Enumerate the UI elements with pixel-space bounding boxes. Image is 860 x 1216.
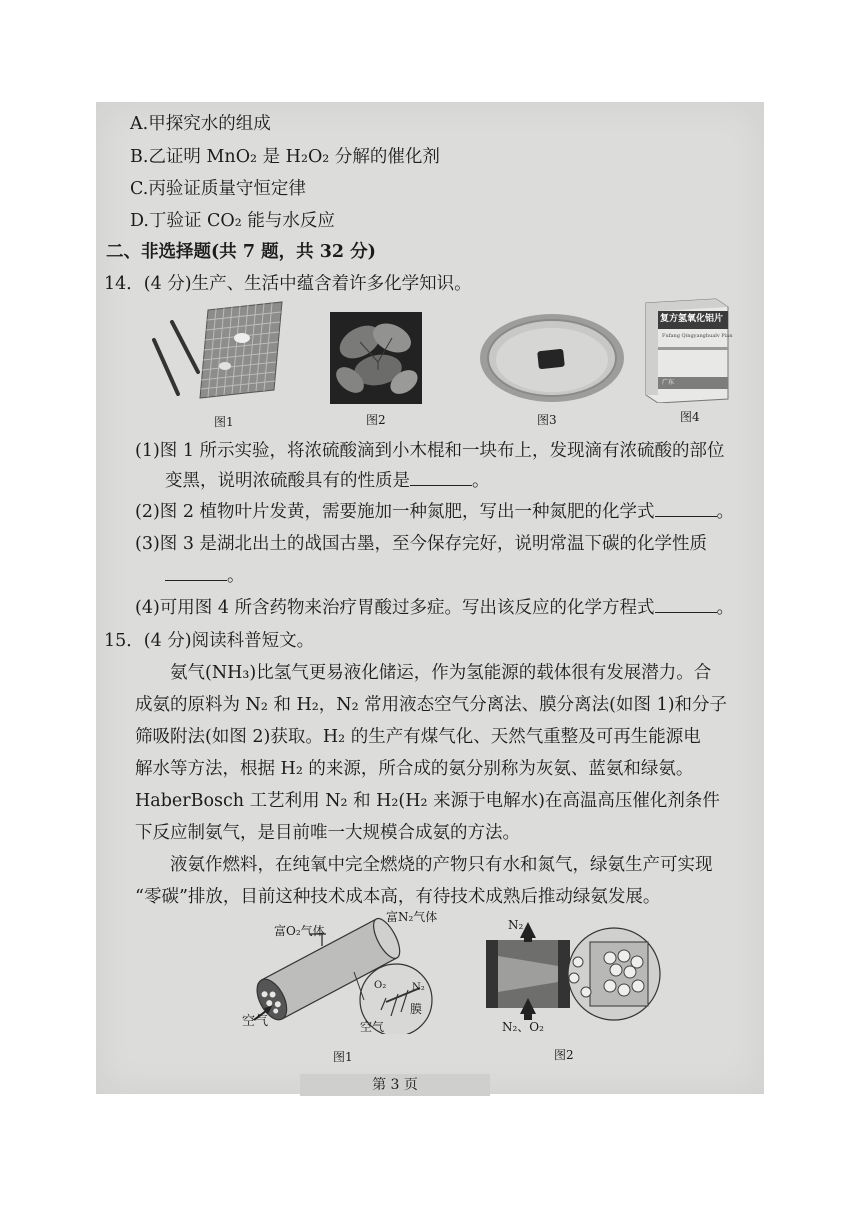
fig2-label-bottom: N₂、O₂ [502, 1020, 544, 1034]
q14-part-3: (3)图 3 是湖北出土的战国古墨，至今保存完好，说明常温下碳的化学性质 [135, 534, 708, 554]
q15-para1-line6: 下反应制氨气，是目前唯一大规模合成氨的方法。 [135, 823, 520, 843]
answer-blank[interactable] [655, 500, 717, 517]
q14-part-3-cont: 。 [165, 564, 245, 588]
q15-stem: 15．(4 分)阅读科普短文。 [104, 631, 315, 651]
q14-part-1-cont: 变黑，说明浓硫酸具有的性质是 。 [165, 471, 490, 491]
q15-figure-1-caption: 图1 [333, 1050, 353, 1064]
q14-part-4: (4)可用图 4 所含药物来治疗胃酸过多症。写出该反应的化学方程式 。 [135, 598, 735, 618]
q15-figure-2-caption: 图2 [554, 1048, 574, 1062]
q14-figure-1-caption: 图1 [214, 415, 234, 429]
option-b: B.乙证明 MnO₂ 是 H₂O₂ 分解的催化剂 [130, 147, 440, 167]
q14-figure-4-medicine-box [640, 297, 732, 403]
fig2-label-n2-top: N₂ [508, 918, 524, 932]
q15-para1-line1: 氨气(NH₃)比氢气更易液化储运，作为氢能源的载体很有发展潜力。合 [170, 663, 712, 683]
medicine-box-pinyin: Fufang Qingyanghualv Pian [662, 333, 733, 339]
q14-part-2: (2)图 2 植物叶片发黄，需要施加一种氮肥，写出一种氮肥的化学式 。 [135, 502, 735, 522]
q15-figure-2-molecular-sieve [482, 912, 664, 1036]
medicine-box-brand: 广东 [662, 379, 675, 386]
fig1-label-n2-rich: 富N₂气体 [386, 910, 438, 924]
q14-figure-3-ancient-ink [478, 310, 626, 406]
option-d: D.丁验证 CO₂ 能与水反应 [130, 211, 335, 231]
q15-figure-1-membrane-separation [236, 906, 446, 1034]
q15-para1-line2: 成氨的原料为 N₂ 和 H₂，N₂ 常用液态空气分离法、膜分离法(如图 1)和分子 [135, 695, 728, 715]
q15-para1-line3: 筛吸附法(如图 2)获取。H₂ 的生产有煤气化、天然气重整及可再生能源电 [135, 727, 701, 747]
q14-figure-3-caption: 图3 [537, 413, 557, 427]
option-c: C.丙验证质量守恒定律 [130, 179, 306, 199]
q15-para1-line4: 解水等方法，根据 H₂ 的来源，所合成的氨分别称为灰氨、蓝氨和绿氨。 [135, 759, 694, 779]
fig1-label-air-2: 空气 [360, 1020, 385, 1034]
q15-para1-line5: HaberBosch 工艺利用 N₂ 和 H₂(H₂ 来源于电解水)在高温高压催化剂条件 [135, 791, 720, 811]
fig1-label-n2: N₂ [412, 982, 425, 993]
fig1-label-o2-rich: 富O₂气体 [274, 924, 325, 938]
q14-stem: 14．(4 分)生产、生活中蕴含着许多化学知识。 [104, 274, 472, 294]
q14-figure-2-caption: 图2 [366, 413, 386, 427]
medicine-box-title: 复方氢氧化铝片 [660, 314, 724, 324]
answer-blank[interactable] [655, 596, 717, 613]
fig1-label-o2: O₂ [374, 980, 387, 991]
page-number: 第 3 页 [300, 1074, 490, 1096]
q15-para2-line2: “零碳”排放，目前这种技术成本高，有待技术成熟后推动绿氨发展。 [135, 887, 661, 907]
q14-figure-2-leaves [330, 312, 422, 404]
q14-part-1: (1)图 1 所示实验，将浓硫酸滴到小木棍和一块布上，发现滴有浓硫酸的部位 [135, 441, 725, 461]
answer-blank[interactable] [410, 469, 472, 486]
fig1-label-air: 空气 [242, 1014, 269, 1029]
fig1-label-membrane: 膜 [410, 1002, 423, 1016]
answer-blank[interactable] [165, 564, 227, 581]
q15-para2-line1: 液氨作燃料，在纯氧中完全燃烧的产物只有水和氮气，绿氨生产可实现 [170, 855, 713, 875]
q14-figure-4-caption: 图4 [680, 410, 700, 424]
option-a: A.甲探究水的组成 [130, 114, 271, 134]
section-heading: 二、非选择题(共 7 题，共 32 分) [106, 242, 376, 262]
q14-figure-1-sticks-cloth [150, 300, 290, 406]
